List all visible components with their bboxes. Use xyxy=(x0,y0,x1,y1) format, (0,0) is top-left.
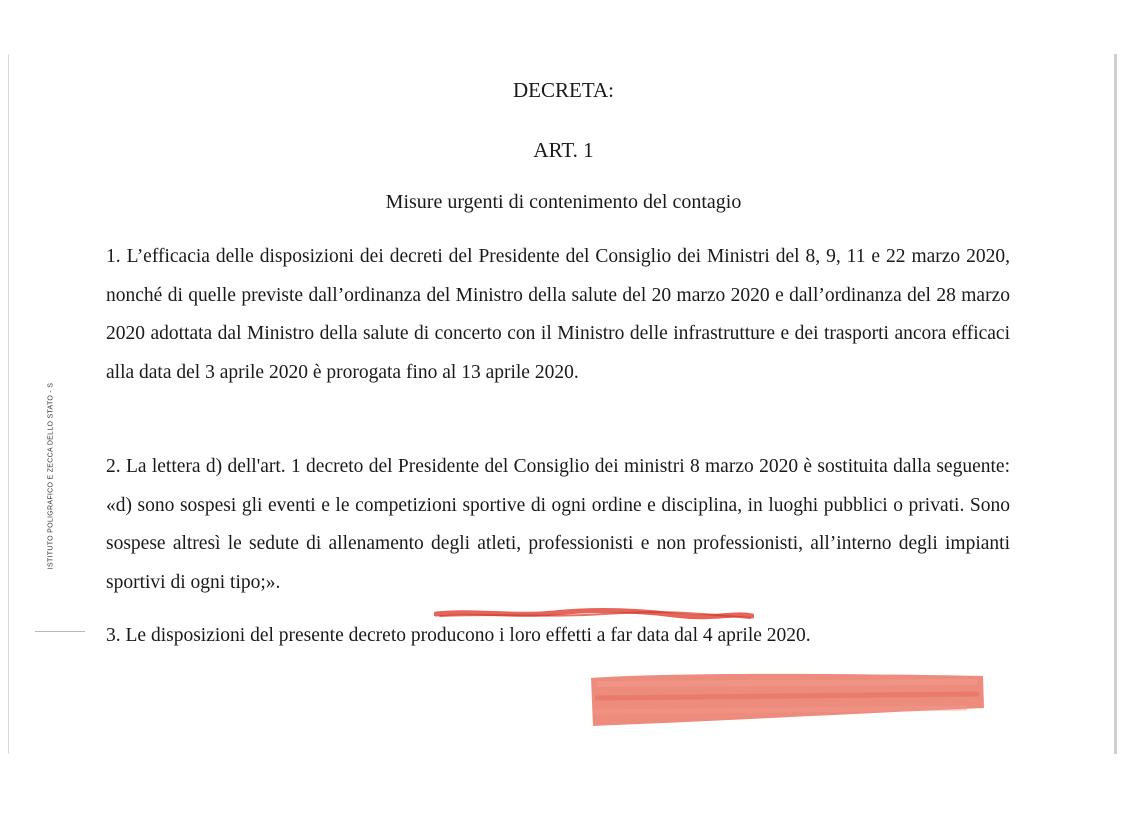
paragraph-3: 3. Le disposizioni del presente decreto producono i loro effetti a far data dal 4 aprile 2020. xyxy=(106,625,811,646)
red-underline-scribble xyxy=(434,606,754,622)
article-title: Misure urgenti di contenimento del contagio xyxy=(385,191,742,213)
printer-imprint-text: ISTITUTO POLIGRAFICO E ZECCA DELLO STATO - S xyxy=(47,382,55,570)
redaction-mark xyxy=(587,668,987,730)
printer-imprint xyxy=(45,346,57,606)
margin-dash xyxy=(35,631,85,632)
decree-heading: DECRETA: xyxy=(513,78,614,102)
paragraph-1: 1. L’efficacia delle disposizioni dei decreti del Presidente del Consiglio dei Ministri del 8, 9, 11 e 22 marzo 2020, nonché di quelle previste dall’ordinanza del Ministro della salute del 20 marzo 2020 e dall’ordinanza del 28 marzo 2020 adottata dal Ministro della salute di concerto con il Ministro delle infrastrutture e dei trasporti ancora efficaci alla data del 3 aprile 2020 è prorogata fino al 13 aprile 2020. xyxy=(106,246,1010,383)
document-page xyxy=(8,54,1117,754)
paragraph-2: 2. La lettera d) dell'art. 1 decreto del Presidente del Consiglio dei ministri 8 marzo 2020 è sostituita dalla seguente: «d) sono sospesi gli eventi e le competizioni sportive di ogni ordine e disciplina, in luoghi pubblici o privati. Sono sospese altresì le sedute di allenamento degli atleti, professionisti e non professionisti, all’interno degli impianti sportivi di ogni tipo;». xyxy=(106,456,1010,593)
article-number: ART. 1 xyxy=(533,138,594,162)
